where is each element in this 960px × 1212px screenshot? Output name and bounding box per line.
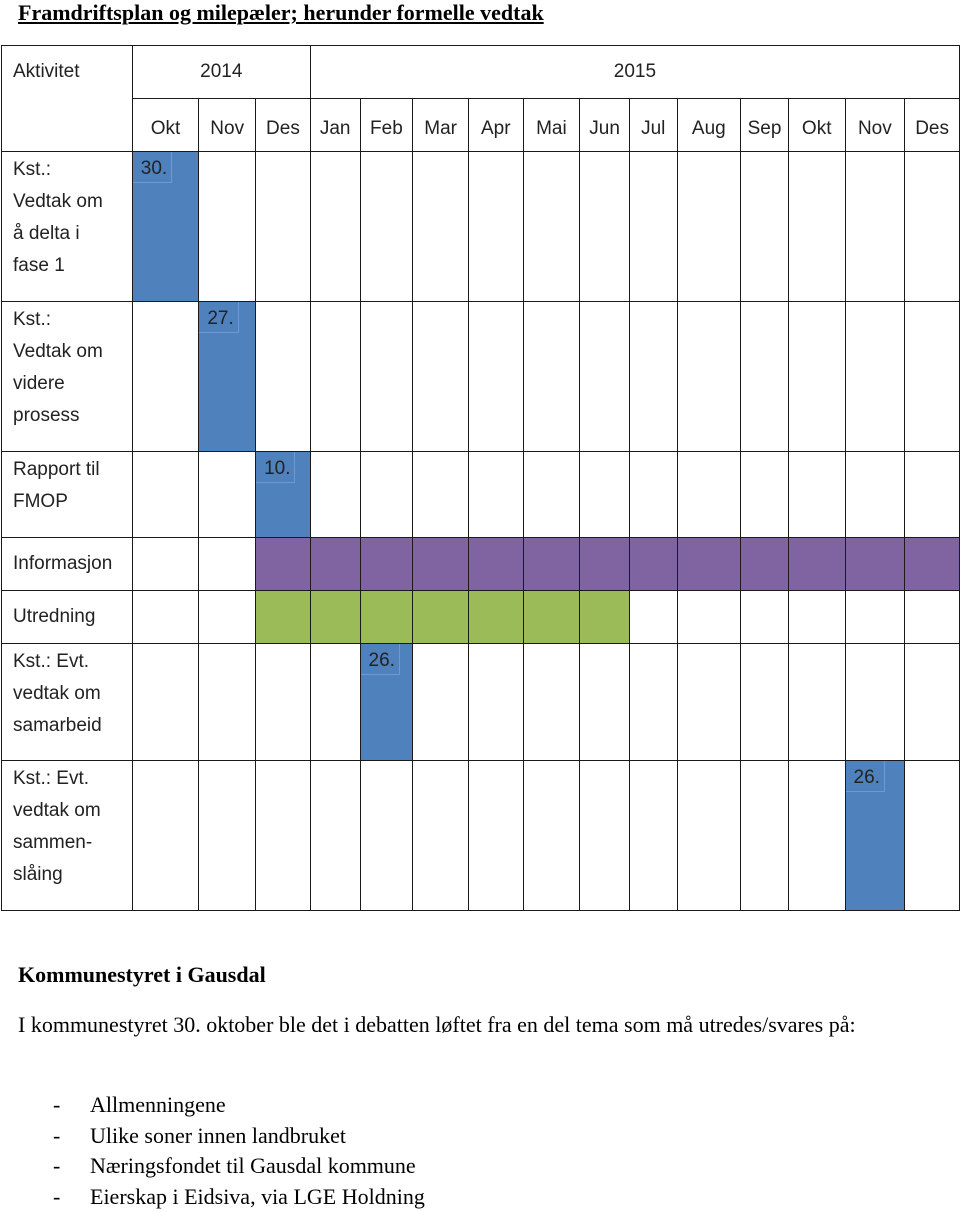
month-cell xyxy=(845,644,905,761)
month-cell xyxy=(310,644,360,761)
month-header-cell xyxy=(788,99,845,152)
activity-row xyxy=(2,452,960,538)
month-cell xyxy=(468,761,523,911)
month-header-cell xyxy=(199,99,256,152)
month-label: Nov xyxy=(210,118,245,139)
schedule-table xyxy=(1,45,960,911)
month-label: Okt xyxy=(150,118,181,139)
milestone-day-label: 26. xyxy=(361,644,400,675)
month-cell xyxy=(741,152,789,302)
month-header-cell xyxy=(360,99,413,152)
month-cell xyxy=(310,452,360,538)
bar-cell xyxy=(523,538,580,591)
month-cell xyxy=(523,644,580,761)
month-cell xyxy=(905,152,960,302)
month-cell xyxy=(256,302,311,452)
activity-label-cell xyxy=(2,538,133,591)
month-header-cell xyxy=(256,99,311,152)
month-label: Sep xyxy=(747,118,782,139)
bar-cell xyxy=(845,538,905,591)
month-cell xyxy=(468,644,523,761)
month-cell xyxy=(788,302,845,452)
activity-label-line: FMOP xyxy=(13,491,68,512)
month-cell xyxy=(677,644,741,761)
month-cell xyxy=(360,302,413,452)
month-cell xyxy=(132,761,199,911)
month-label: Jan xyxy=(319,118,351,139)
month-cell xyxy=(580,152,630,302)
bullet-text: Næringsfondet til Gausdal kommune xyxy=(90,1153,416,1178)
activity-label-line: vedtak om xyxy=(13,800,101,821)
activity-label-line: slåing xyxy=(13,864,63,885)
activity-row xyxy=(2,538,960,591)
month-header-cell xyxy=(413,99,469,152)
month-header-cell xyxy=(310,99,360,152)
month-cell xyxy=(199,644,256,761)
year-header-2015 xyxy=(310,46,959,99)
month-cell xyxy=(741,761,789,911)
month-cell xyxy=(413,644,469,761)
activity-label-line: Kst.: Evt. xyxy=(13,768,90,789)
month-cell xyxy=(199,452,256,538)
month-cell xyxy=(132,644,199,761)
activity-label-line: Vedtak om xyxy=(13,341,103,362)
month-header-cell xyxy=(132,99,199,152)
activity-label-line: Vedtak om xyxy=(13,191,103,212)
milestone-cell xyxy=(256,452,311,538)
month-cell xyxy=(199,538,256,591)
month-cell xyxy=(905,302,960,452)
activity-label-cell xyxy=(2,302,133,452)
month-header-cell xyxy=(629,99,677,152)
month-label: Aug xyxy=(691,118,726,139)
month-cell xyxy=(310,302,360,452)
month-cell xyxy=(132,302,199,452)
month-header-cell xyxy=(677,99,741,152)
bar-cell xyxy=(256,591,311,644)
month-cell xyxy=(132,538,199,591)
bar-cell xyxy=(468,538,523,591)
bullet-text: Ulike soner innen landbruket xyxy=(90,1122,346,1148)
milestone-cell xyxy=(132,152,199,302)
month-label: Okt xyxy=(801,118,832,139)
month-cell xyxy=(677,591,741,644)
bar-cell xyxy=(468,591,523,644)
month-cell xyxy=(199,152,256,302)
month-cell xyxy=(788,761,845,911)
month-header-cell xyxy=(741,99,789,152)
month-cell xyxy=(741,452,789,538)
bullet-text: Allmenningene xyxy=(90,1092,226,1117)
activity-header: Aktivitet xyxy=(13,61,80,82)
activity-label-line: Kst.: Evt. xyxy=(13,651,90,672)
activity-row xyxy=(2,761,960,911)
month-cell xyxy=(845,452,905,538)
month-cell xyxy=(413,452,469,538)
activity-label-line: videre xyxy=(13,373,65,394)
activity-label-line: fase 1 xyxy=(13,255,65,276)
milestone-day-label: 27. xyxy=(199,302,238,333)
month-header-row xyxy=(2,99,960,152)
month-cell xyxy=(468,152,523,302)
activity-label-line: Kst.: xyxy=(13,159,52,180)
bullet-dash: - xyxy=(53,1122,61,1148)
section-paragraph: I kommunestyret 30. oktober ble det i debatten løftet fra en del tema som må utredes/svares på: xyxy=(18,1012,856,1037)
activity-row xyxy=(2,644,960,761)
milestone-cell xyxy=(199,302,256,452)
activity-label-cell xyxy=(2,591,133,644)
bar-cell xyxy=(413,538,469,591)
month-cell xyxy=(256,644,311,761)
activity-label-line: vedtak om xyxy=(13,683,101,704)
month-cell xyxy=(629,591,677,644)
bar-cell xyxy=(580,538,630,591)
month-cell xyxy=(741,302,789,452)
bar-cell xyxy=(788,538,845,591)
month-header-cell xyxy=(845,99,905,152)
bar-cell xyxy=(413,591,469,644)
month-cell xyxy=(360,761,413,911)
month-cell xyxy=(132,591,199,644)
year-label: 2014 xyxy=(200,61,243,82)
milestone-cell xyxy=(360,644,413,761)
month-header-cell xyxy=(523,99,580,152)
month-cell xyxy=(788,152,845,302)
month-cell xyxy=(256,152,311,302)
month-cell xyxy=(256,761,311,911)
month-cell xyxy=(580,452,630,538)
milestone-cell xyxy=(845,761,905,911)
month-cell xyxy=(199,761,256,911)
year-header-row xyxy=(2,46,960,99)
month-cell xyxy=(677,152,741,302)
bar-cell xyxy=(905,538,960,591)
month-cell xyxy=(677,761,741,911)
month-cell xyxy=(629,452,677,538)
activity-label-line: samarbeid xyxy=(13,715,102,736)
month-cell xyxy=(629,302,677,452)
month-cell xyxy=(788,452,845,538)
activity-label-line: Utredning xyxy=(13,606,96,627)
milestone-day-label: 10. xyxy=(256,452,295,483)
activity-label-cell xyxy=(2,644,133,761)
activity-label-line: Informasjon xyxy=(13,553,113,574)
bar-cell xyxy=(310,538,360,591)
month-cell xyxy=(845,302,905,452)
month-label: Jul xyxy=(641,118,666,139)
month-cell xyxy=(741,591,789,644)
month-cell xyxy=(132,452,199,538)
month-cell xyxy=(580,302,630,452)
activity-label-line: prosess xyxy=(13,405,80,426)
month-cell xyxy=(677,452,741,538)
month-cell xyxy=(905,644,960,761)
activity-label-cell xyxy=(2,152,133,302)
month-cell xyxy=(788,591,845,644)
milestone-day-label: 30. xyxy=(133,152,172,183)
month-label: Apr xyxy=(481,118,511,139)
activity-label-line: sammen- xyxy=(13,832,93,853)
month-header-cell xyxy=(580,99,630,152)
month-header-cell xyxy=(905,99,960,152)
month-cell xyxy=(629,761,677,911)
month-cell xyxy=(905,761,960,911)
month-label: Nov xyxy=(857,118,892,139)
activity-row xyxy=(2,591,960,644)
month-cell xyxy=(360,152,413,302)
month-cell xyxy=(468,452,523,538)
bar-cell xyxy=(256,538,311,591)
activity-label-line: Rapport til xyxy=(13,459,100,480)
month-cell xyxy=(580,761,630,911)
month-cell xyxy=(199,591,256,644)
month-label: Feb xyxy=(370,118,403,139)
month-cell xyxy=(413,302,469,452)
month-label: Jun xyxy=(589,118,620,139)
document-title: Framdriftsplan og milepæler; herunder formelle vedtak xyxy=(18,0,544,25)
year-header-2014 xyxy=(132,46,310,99)
bar-cell xyxy=(677,538,741,591)
bar-cell xyxy=(360,538,413,591)
month-header-cell xyxy=(468,99,523,152)
activity-label-line: Kst.: xyxy=(13,309,52,330)
activity-row xyxy=(2,302,960,452)
activity-row xyxy=(2,152,960,302)
bullet-text: Eierskap i Eidsiva, via LGE Holdning xyxy=(90,1183,425,1209)
bullet-dash: - xyxy=(53,1153,61,1178)
month-cell xyxy=(905,452,960,538)
activity-header-cell xyxy=(2,46,133,152)
month-cell xyxy=(523,302,580,452)
month-cell xyxy=(580,644,630,761)
month-cell xyxy=(360,452,413,538)
month-cell xyxy=(310,152,360,302)
month-cell xyxy=(845,591,905,644)
month-cell xyxy=(905,591,960,644)
year-label: 2015 xyxy=(613,61,657,82)
bullet-dash: - xyxy=(53,1183,61,1209)
month-cell xyxy=(468,302,523,452)
month-cell xyxy=(413,152,469,302)
month-label: Mar xyxy=(424,118,458,139)
bar-cell xyxy=(523,591,580,644)
activity-label-cell xyxy=(2,452,133,538)
bar-cell xyxy=(629,538,677,591)
bullet-dash: - xyxy=(53,1092,61,1117)
month-cell xyxy=(741,644,789,761)
bar-cell xyxy=(360,591,413,644)
activity-label-line: å delta i xyxy=(13,223,80,244)
month-cell xyxy=(413,761,469,911)
month-cell xyxy=(677,302,741,452)
milestone-day-label: 26. xyxy=(846,761,885,792)
bar-cell xyxy=(310,591,360,644)
bar-cell xyxy=(580,591,630,644)
month-cell xyxy=(523,452,580,538)
month-cell xyxy=(629,644,677,761)
month-label: Des xyxy=(915,118,949,139)
month-label: Des xyxy=(266,118,300,139)
month-cell xyxy=(845,152,905,302)
activity-label-cell xyxy=(2,761,133,911)
month-cell xyxy=(523,152,580,302)
month-cell xyxy=(523,761,580,911)
month-label: Mai xyxy=(536,118,567,139)
month-cell xyxy=(310,761,360,911)
bar-cell xyxy=(741,538,789,591)
month-cell xyxy=(788,644,845,761)
month-cell xyxy=(629,152,677,302)
section-heading: Kommunestyret i Gausdal xyxy=(18,962,266,987)
